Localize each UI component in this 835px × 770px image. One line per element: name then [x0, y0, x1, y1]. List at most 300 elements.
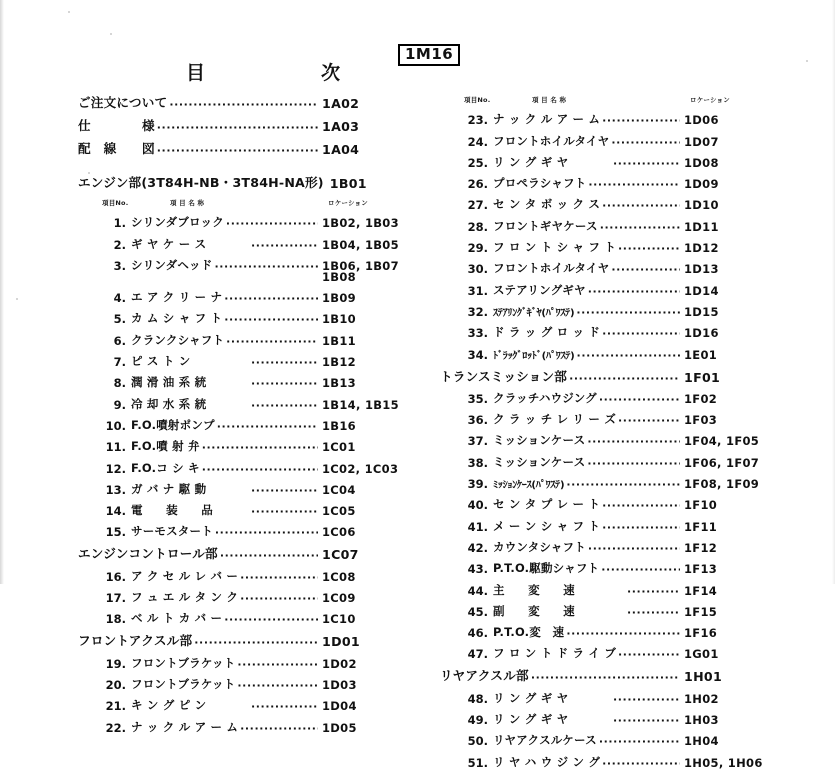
column-header-item-name: 項 目 名 称: [532, 96, 567, 104]
dot-leader: [224, 612, 318, 625]
item-number: 10.: [105, 418, 126, 433]
item-location: 1D04: [322, 699, 357, 714]
item-location: 1D08: [684, 155, 719, 170]
item-number: 36.: [467, 413, 488, 428]
item-location: 1D14: [684, 283, 719, 298]
toc-item-7[interactable]: [78, 348, 408, 369]
toc-section-engine-control[interactable]: [78, 539, 408, 562]
toc-item-1[interactable]: [78, 209, 408, 230]
toc-item-51[interactable]: [440, 748, 770, 769]
item-location: 1F15: [684, 604, 718, 619]
dot-leader: [627, 584, 680, 597]
toc-item-3-location-continued: [78, 269, 408, 284]
item-location: 1H04: [684, 734, 719, 749]
item-label: キ ン グ ピ ン: [131, 698, 207, 713]
item-location: 1C05: [322, 504, 356, 519]
dot-leader: [618, 647, 680, 660]
toc-item-14[interactable]: [78, 497, 408, 518]
dot-leader: [611, 135, 680, 148]
item-location: 1F06, 1F07: [684, 455, 760, 470]
item-location: 1D15: [684, 304, 719, 319]
item-label: ク ラ ッ チ レ リ ー ズ: [493, 412, 617, 427]
item-location: 1F14: [684, 583, 718, 598]
item-label: P.T.O.駆動シャフト: [493, 561, 600, 576]
item-location: 1D02: [322, 656, 357, 671]
toc-item-34[interactable]: [440, 340, 770, 361]
item-number: 14.: [105, 504, 126, 519]
item-number: 3.: [113, 258, 126, 273]
item-location: 1B16: [322, 418, 356, 433]
page-title: 目 次: [186, 62, 367, 84]
item-label: F.O.噴射ポンプ: [131, 417, 215, 432]
item-location: 1B10: [322, 312, 356, 327]
dot-leader: [240, 721, 318, 734]
item-location: 1D12: [684, 241, 719, 256]
dot-leader: [240, 570, 318, 583]
dot-leader: [251, 355, 318, 368]
toc-section-label: エンジンコントロール部: [78, 546, 218, 562]
item-number: 40.: [467, 498, 488, 513]
toc-item-6[interactable]: [78, 326, 408, 347]
item-number: 48.: [467, 691, 488, 706]
item-location: 1D16: [684, 326, 719, 341]
dot-leader: [251, 398, 318, 411]
item-label: セ ン タ ボ ッ ク ス: [493, 197, 601, 212]
toc-item-19[interactable]: [78, 649, 408, 670]
dot-leader: [237, 678, 318, 691]
dot-leader: [602, 198, 680, 211]
toc-item-40[interactable]: [440, 491, 770, 512]
section-spacer: [78, 157, 408, 168]
toc-item-49[interactable]: [440, 706, 770, 727]
dot-leader: [566, 477, 680, 490]
toc-item-25[interactable]: [440, 149, 770, 170]
item-number: 4.: [113, 291, 126, 306]
item-label: エ ア ク リ ー ナ: [131, 290, 223, 305]
dot-leader: [602, 520, 680, 533]
item-label: フ ロ ン ト ド ラ イ ブ: [493, 646, 617, 661]
toc-section-location: 1F01: [684, 369, 721, 385]
dot-leader: [569, 371, 680, 384]
item-number: 47.: [467, 647, 488, 662]
toc-item-35[interactable]: [440, 385, 770, 406]
toc-section-transmission[interactable]: [440, 362, 770, 385]
item-number: 41.: [467, 519, 488, 534]
dot-leader: [169, 97, 318, 110]
item-location: 1G01: [684, 647, 719, 662]
toc-item-15[interactable]: [78, 518, 408, 539]
item-number: 9.: [113, 397, 126, 412]
item-label: フ ロ ン ト シ ャ フ ト: [493, 240, 617, 255]
item-location: 1C01: [322, 440, 356, 455]
toc-item-13[interactable]: [78, 476, 408, 497]
item-number: 2.: [113, 237, 126, 252]
item-label: リ ン グ ギ ヤ: [493, 154, 569, 169]
toc-entry-wiring-diagram[interactable]: [78, 134, 408, 157]
toc-item-5[interactable]: [78, 305, 408, 326]
toc-left-column: [78, 88, 408, 735]
item-number: 26.: [467, 177, 488, 192]
column-header-location: ロケーション: [690, 96, 730, 104]
toc-item-24[interactable]: [440, 127, 770, 148]
dot-leader: [215, 525, 318, 538]
item-number: 49.: [467, 713, 488, 728]
toc-item-45[interactable]: [440, 598, 770, 619]
dot-leader: [220, 548, 318, 561]
toc-section-label: エンジン部(3T84H-NB・3T84H-NA形): [78, 175, 324, 190]
toc-entry-location: 1A03: [322, 119, 360, 134]
dot-leader: [224, 312, 318, 325]
toc-item-28[interactable]: [440, 212, 770, 233]
dot-leader: [588, 177, 680, 190]
toc-entry-order-info[interactable]: [78, 88, 408, 111]
dot-leader: [202, 440, 318, 453]
dot-leader: [613, 692, 680, 705]
item-number: 8.: [113, 376, 126, 391]
item-location: 1C02, 1C03: [322, 461, 399, 476]
item-label: ミッションケース: [493, 433, 586, 448]
item-number: 20.: [105, 677, 126, 692]
toc-right-column: [440, 88, 770, 770]
toc-item-44[interactable]: [440, 576, 770, 597]
item-location: 1H03: [684, 713, 719, 728]
item-location: 1F04, 1F05: [684, 434, 760, 449]
dot-leader: [237, 657, 318, 670]
item-number: 35.: [467, 391, 488, 406]
item-label: フロントホイルタイヤ: [493, 261, 610, 276]
toc-item-43[interactable]: [440, 555, 770, 576]
item-label: 冷 却 水 系 統: [131, 396, 207, 411]
item-label: ギ ヤ ケ ー ス: [131, 236, 207, 251]
toc-item-46[interactable]: [440, 619, 770, 640]
toc-section-rear-axle[interactable]: [440, 661, 770, 684]
toc-item-50[interactable]: [440, 727, 770, 748]
toc-item-32[interactable]: [440, 298, 770, 319]
toc-item-47[interactable]: [440, 640, 770, 661]
toc-item-22[interactable]: [78, 713, 408, 734]
item-label: フロントブラケット: [131, 676, 236, 691]
item-number: 43.: [467, 562, 488, 577]
item-location: 1E01: [684, 347, 718, 362]
item-number: 21.: [105, 699, 126, 714]
toc-item-26[interactable]: [440, 170, 770, 191]
item-number: 50.: [467, 734, 488, 749]
item-location: 1F02: [684, 391, 718, 406]
item-label: P.T.O.変 速: [493, 625, 565, 640]
dot-leader: [588, 284, 680, 297]
item-label: F.O.噴 射 弁: [131, 439, 200, 454]
dot-leader: [611, 262, 680, 275]
toc-item-48[interactable]: [440, 684, 770, 705]
toc-item-10[interactable]: [78, 412, 408, 433]
dot-leader: [618, 413, 680, 426]
item-label: ｽﾃｱﾘﾝｸﾞｷﾞﾔ(ﾊﾟﾜｽﾃ): [493, 307, 575, 319]
item-label: ベ ル ト カ バ ー: [131, 611, 223, 626]
toc-item-17[interactable]: [78, 584, 408, 605]
toc-item-39[interactable]: [440, 470, 770, 491]
toc-entry-location: 1A04: [322, 142, 360, 157]
dot-leader: [251, 699, 318, 712]
item-number: 42.: [467, 540, 488, 555]
dot-leader: [600, 220, 680, 233]
item-label: カウンタシャフト: [493, 539, 586, 554]
dot-leader: [224, 291, 318, 304]
item-location: 1D11: [684, 219, 719, 234]
dot-leader: [587, 456, 680, 469]
dot-leader: [251, 376, 318, 389]
toc-item-29[interactable]: [440, 234, 770, 255]
item-label: ステアリングギヤ: [493, 282, 586, 297]
item-location-continued: 1B08: [322, 269, 356, 284]
dot-leader: [613, 713, 680, 726]
scan-speck: [110, 33, 112, 35]
toc-section-front-axle[interactable]: [78, 626, 408, 649]
item-location: 1F12: [684, 540, 718, 555]
dot-leader: [531, 670, 680, 683]
item-label: リ ン グ ギ ヤ: [493, 712, 569, 727]
item-location: 1B04, 1B05: [322, 237, 399, 252]
item-location: 1D06: [684, 113, 719, 128]
item-location: 1B06, 1B07: [322, 258, 399, 273]
item-number: 27.: [467, 198, 488, 213]
item-number: 28.: [467, 219, 488, 234]
toc-item-20[interactable]: [78, 671, 408, 692]
toc-entry-label: ご注文について: [78, 95, 168, 110]
item-location: 1B12: [322, 355, 356, 370]
dot-leader: [240, 591, 318, 604]
dot-leader: [251, 238, 318, 251]
item-location: 1B14, 1B15: [322, 397, 399, 412]
item-number: 34.: [467, 347, 488, 362]
item-location: 1H02: [684, 691, 719, 706]
column-header-row: [440, 92, 770, 105]
item-number: 13.: [105, 482, 126, 497]
toc-item-42[interactable]: [440, 534, 770, 555]
item-number: 25.: [467, 155, 488, 170]
item-number: 12.: [105, 461, 126, 476]
dot-leader: [599, 392, 680, 405]
item-location: 1B11: [322, 333, 356, 348]
item-label: セ ン タ プ レ ー ト: [493, 497, 601, 512]
item-location: 1D09: [684, 177, 719, 192]
item-label: ミッションケース: [493, 454, 586, 469]
toc-item-4[interactable]: [78, 284, 408, 305]
item-label: 主 変 速: [493, 582, 575, 597]
item-location: 1C08: [322, 569, 356, 584]
item-location: 1B09: [322, 291, 356, 306]
toc-item-2[interactable]: [78, 230, 408, 251]
column-header-item-no: 項目No.: [102, 199, 129, 207]
dot-leader: [602, 498, 680, 511]
dot-leader: [566, 626, 680, 639]
scan-edge-shadow-left: [0, 0, 4, 584]
toc-item-27[interactable]: [440, 191, 770, 212]
dot-leader: [599, 734, 680, 747]
scan-speck: [68, 11, 70, 13]
toc-item-18[interactable]: [78, 605, 408, 626]
item-number: 37.: [467, 434, 488, 449]
item-location: 1D05: [322, 720, 357, 735]
dot-leader: [588, 541, 680, 554]
item-number: 22.: [105, 720, 126, 735]
dot-leader: [602, 113, 680, 126]
item-number: 15.: [105, 525, 126, 540]
item-number: 33.: [467, 326, 488, 341]
dot-leader: [226, 334, 318, 347]
dot-leader: [613, 156, 680, 169]
dot-leader: [602, 756, 680, 769]
item-number: 24.: [467, 134, 488, 149]
item-number: 45.: [467, 604, 488, 619]
page-code-badge: 1M16: [398, 44, 460, 66]
toc-item-36[interactable]: [440, 406, 770, 427]
item-label: ド ラ ッ グ ロ ッ ド: [493, 325, 601, 340]
scan-speck: [806, 60, 808, 62]
dot-leader: [577, 348, 680, 361]
toc-section-location: 1H01: [684, 669, 723, 685]
column-header-item-no: 項目No.: [464, 96, 491, 104]
item-number: 29.: [467, 241, 488, 256]
toc-section-label: トランスミッション部: [440, 368, 568, 384]
dot-leader: [226, 216, 318, 229]
item-label: プロペラシャフト: [493, 176, 587, 191]
column-header-location: ロケーション: [328, 199, 368, 207]
item-number: 16.: [105, 569, 126, 584]
dot-leader: [627, 605, 680, 618]
item-label: ﾄﾞﾗｯｸﾞﾛｯﾄﾞ(ﾊﾟﾜｽﾃ): [493, 350, 575, 362]
item-location: 1B02, 1B03: [322, 216, 399, 231]
item-label: サーモスタート: [131, 524, 213, 539]
toc-item-38[interactable]: [440, 448, 770, 469]
item-location: 1D03: [322, 677, 357, 692]
item-number: 32.: [467, 304, 488, 319]
item-location: 1C06: [322, 525, 356, 540]
item-label: ナ ッ ク ル ア ー ム: [493, 112, 601, 127]
item-label: フロントギヤケース: [493, 218, 598, 233]
toc-item-37[interactable]: [440, 427, 770, 448]
dot-leader: [601, 562, 680, 575]
dot-leader: [251, 504, 318, 517]
item-number: 11.: [105, 440, 126, 455]
toc-section-location: 1D01: [322, 634, 360, 650]
item-label: クランクシャフト: [131, 332, 225, 347]
toc-item-30[interactable]: [440, 255, 770, 276]
item-label: リ ン グ ギ ヤ: [493, 690, 569, 705]
toc-item-41[interactable]: [440, 512, 770, 533]
item-number: 23.: [467, 113, 488, 128]
item-label: ナ ッ ク ル ア ー ム: [131, 719, 239, 734]
item-location: 1H05, 1H06: [684, 755, 763, 770]
dot-leader: [217, 419, 318, 432]
item-location: 1F13: [684, 562, 718, 577]
toc-section-location: 1B01: [329, 176, 367, 191]
dot-leader: [194, 635, 318, 648]
scan-speck: [16, 298, 18, 300]
dot-leader: [202, 462, 318, 475]
toc-item-33[interactable]: [440, 319, 770, 340]
toc-item-9[interactable]: [78, 390, 408, 411]
column-header-item-name: 項 目 名 称: [170, 199, 205, 207]
item-number: 46.: [467, 626, 488, 641]
toc-entry-specifications[interactable]: [78, 111, 408, 134]
toc-section-engine[interactable]: [78, 168, 408, 191]
dot-leader: [214, 259, 318, 272]
item-label: メ ー ン シ ャ フ ト: [493, 518, 601, 533]
item-label: フロントブラケット: [131, 655, 236, 670]
dot-leader: [157, 143, 318, 156]
item-location: 1B13: [322, 376, 356, 391]
column-header-row: [78, 195, 408, 208]
item-label: フロントホイルタイヤ: [493, 133, 610, 148]
item-label: クラッチハウジング: [493, 390, 597, 405]
item-number: 39.: [467, 477, 488, 492]
item-number: 7.: [113, 355, 126, 370]
item-label: リ ヤ ハ ウ ジ ン グ: [493, 754, 601, 769]
dot-leader: [576, 305, 680, 318]
item-location: 1F16: [684, 626, 718, 641]
item-location: 1F08, 1F09: [684, 477, 760, 492]
item-location: 1C09: [322, 591, 356, 606]
toc-section-label: リヤアクスル部: [440, 668, 529, 684]
item-number: 19.: [105, 656, 126, 671]
item-label: シリンダヘッド: [131, 257, 213, 272]
item-number: 31.: [467, 283, 488, 298]
item-number: 44.: [467, 583, 488, 598]
item-label: 潤 滑 油 系 統: [131, 375, 207, 390]
toc-item-23[interactable]: [440, 106, 770, 127]
item-number: 18.: [105, 612, 126, 627]
item-label: シリンダブロック: [131, 215, 224, 230]
item-number: 30.: [467, 262, 488, 277]
item-number: 51.: [467, 755, 488, 770]
toc-entry-label: 配 線 図: [78, 141, 155, 156]
item-location: 1D07: [684, 134, 719, 149]
item-label: フ ュ エ ル タ ン ク: [131, 590, 239, 605]
item-label: リヤアクスルケース: [493, 733, 597, 748]
toc-item-16[interactable]: [78, 562, 408, 583]
dot-leader: [251, 483, 318, 496]
item-location: 1F11: [684, 519, 718, 534]
dot-leader: [618, 241, 680, 254]
item-label: ﾐｯｼｮﾝｹｰｽ(ﾊﾟﾜｽﾃ): [493, 480, 565, 492]
item-label: カ ム シ ャ フ ト: [131, 311, 223, 326]
item-label: F.O.コ シ キ: [131, 460, 200, 475]
item-location: 1C10: [322, 612, 356, 627]
item-number: 6.: [113, 333, 126, 348]
item-location: 1C04: [322, 482, 356, 497]
dot-leader: [587, 434, 680, 447]
item-label: ガ バ ナ 駆 動: [131, 481, 207, 496]
dot-leader: [157, 120, 318, 133]
toc-item-21[interactable]: [78, 692, 408, 713]
item-location: 1D13: [684, 262, 719, 277]
toc-entry-label: 仕 様: [78, 118, 155, 133]
item-location: 1D10: [684, 198, 719, 213]
toc-section-location: 1C07: [322, 547, 359, 563]
toc-item-8[interactable]: [78, 369, 408, 390]
item-location: 1F10: [684, 498, 718, 513]
toc-item-11[interactable]: [78, 433, 408, 454]
toc-entry-location: 1A02: [322, 96, 360, 111]
toc-item-31[interactable]: [440, 276, 770, 297]
item-label: 副 変 速: [493, 603, 575, 618]
dot-leader: [602, 326, 680, 339]
item-number: 38.: [467, 455, 488, 470]
item-number: 1.: [113, 216, 126, 231]
toc-item-12[interactable]: [78, 454, 408, 475]
toc-section-label: フロントアクスル部: [78, 633, 193, 649]
item-number: 17.: [105, 591, 126, 606]
